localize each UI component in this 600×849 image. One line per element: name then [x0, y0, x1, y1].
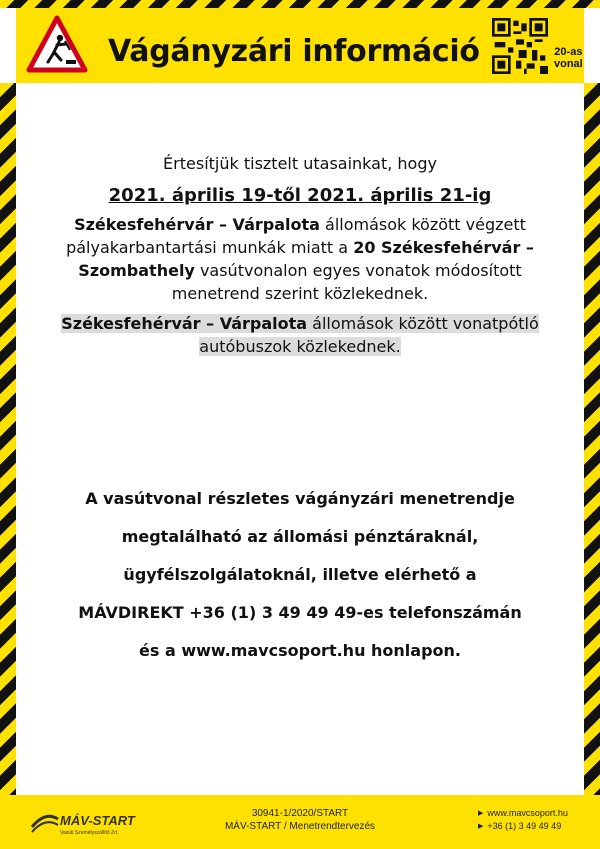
info-line-2: megtalálható az állomási pénztáraknál, [121, 527, 479, 546]
logo-text: MÁV-START [60, 813, 135, 828]
construction-warning-icon [26, 14, 88, 76]
line-word: vonal [554, 58, 583, 70]
footer-bar [0, 795, 600, 849]
info-line-1: A vasútvonal részletes vágányzári menetrendje [85, 489, 515, 508]
phone-number: +36 (1) 3 49 49 49 [487, 821, 562, 831]
intro-text: Értesítjük tisztelt utasainkat, hogy [163, 154, 437, 173]
website-link[interactable]: www.mavcsoport.hu [487, 808, 568, 818]
paragraph-text: állomások között végzett pályakarbantartási munkák miatt a [66, 215, 526, 257]
notice-body [40, 150, 560, 358]
bus-replacement-paragraph [40, 312, 560, 358]
info-line-3: ügyfélszolgálatoknál, illetve elérhető a [123, 565, 477, 584]
footer-contact [478, 807, 568, 833]
bus-text: állomások között vonatpótló autóbuszok közlekednek. [199, 314, 539, 356]
date-range: 2021. április 19-től 2021. április 21-ig [108, 185, 492, 206]
footer-document-info [200, 807, 400, 833]
railway-line-name: 20 Székesfehérvár – Szombathely [78, 238, 534, 280]
header-banner [16, 8, 584, 83]
line-number: 20-as [554, 46, 583, 58]
logo-subtitle: Vasúti Személyszállító Zrt. [60, 830, 119, 836]
triangle-bullet-icon: ▶ [478, 810, 484, 817]
triangle-bullet-icon: ▶ [478, 823, 484, 830]
qr-code-icon [492, 18, 548, 74]
section-name: Székesfehérvár – Várpalota [74, 215, 320, 234]
info-line-4: MÁVDIREKT +36 (1) 3 49 49 49-es telefonszámán [78, 603, 522, 622]
hazard-stripe-top [0, 0, 600, 8]
line-number-label [554, 46, 583, 70]
document-id: 30941-1/2020/START [251, 808, 349, 819]
department-name: MÁV-START / Menetrendtervezés [224, 821, 376, 832]
maintenance-paragraph [40, 213, 560, 305]
hazard-stripe-right [584, 83, 600, 795]
section-name-2: Székesfehérvár – Várpalota [61, 314, 308, 333]
page-title: Vágányzári információ [108, 34, 480, 69]
mav-start-logo [30, 803, 140, 839]
mav-start-logo-icon [30, 807, 60, 837]
info-block [40, 480, 560, 670]
highlighted-notice [61, 314, 539, 356]
hazard-stripe-left [0, 83, 16, 795]
info-line-5: és a www.mavcsoport.hu honlapon. [139, 641, 461, 660]
paragraph-text-2: vasútvonalon egyes vonatok módosított menetrend szerint közlekednek. [171, 261, 522, 303]
